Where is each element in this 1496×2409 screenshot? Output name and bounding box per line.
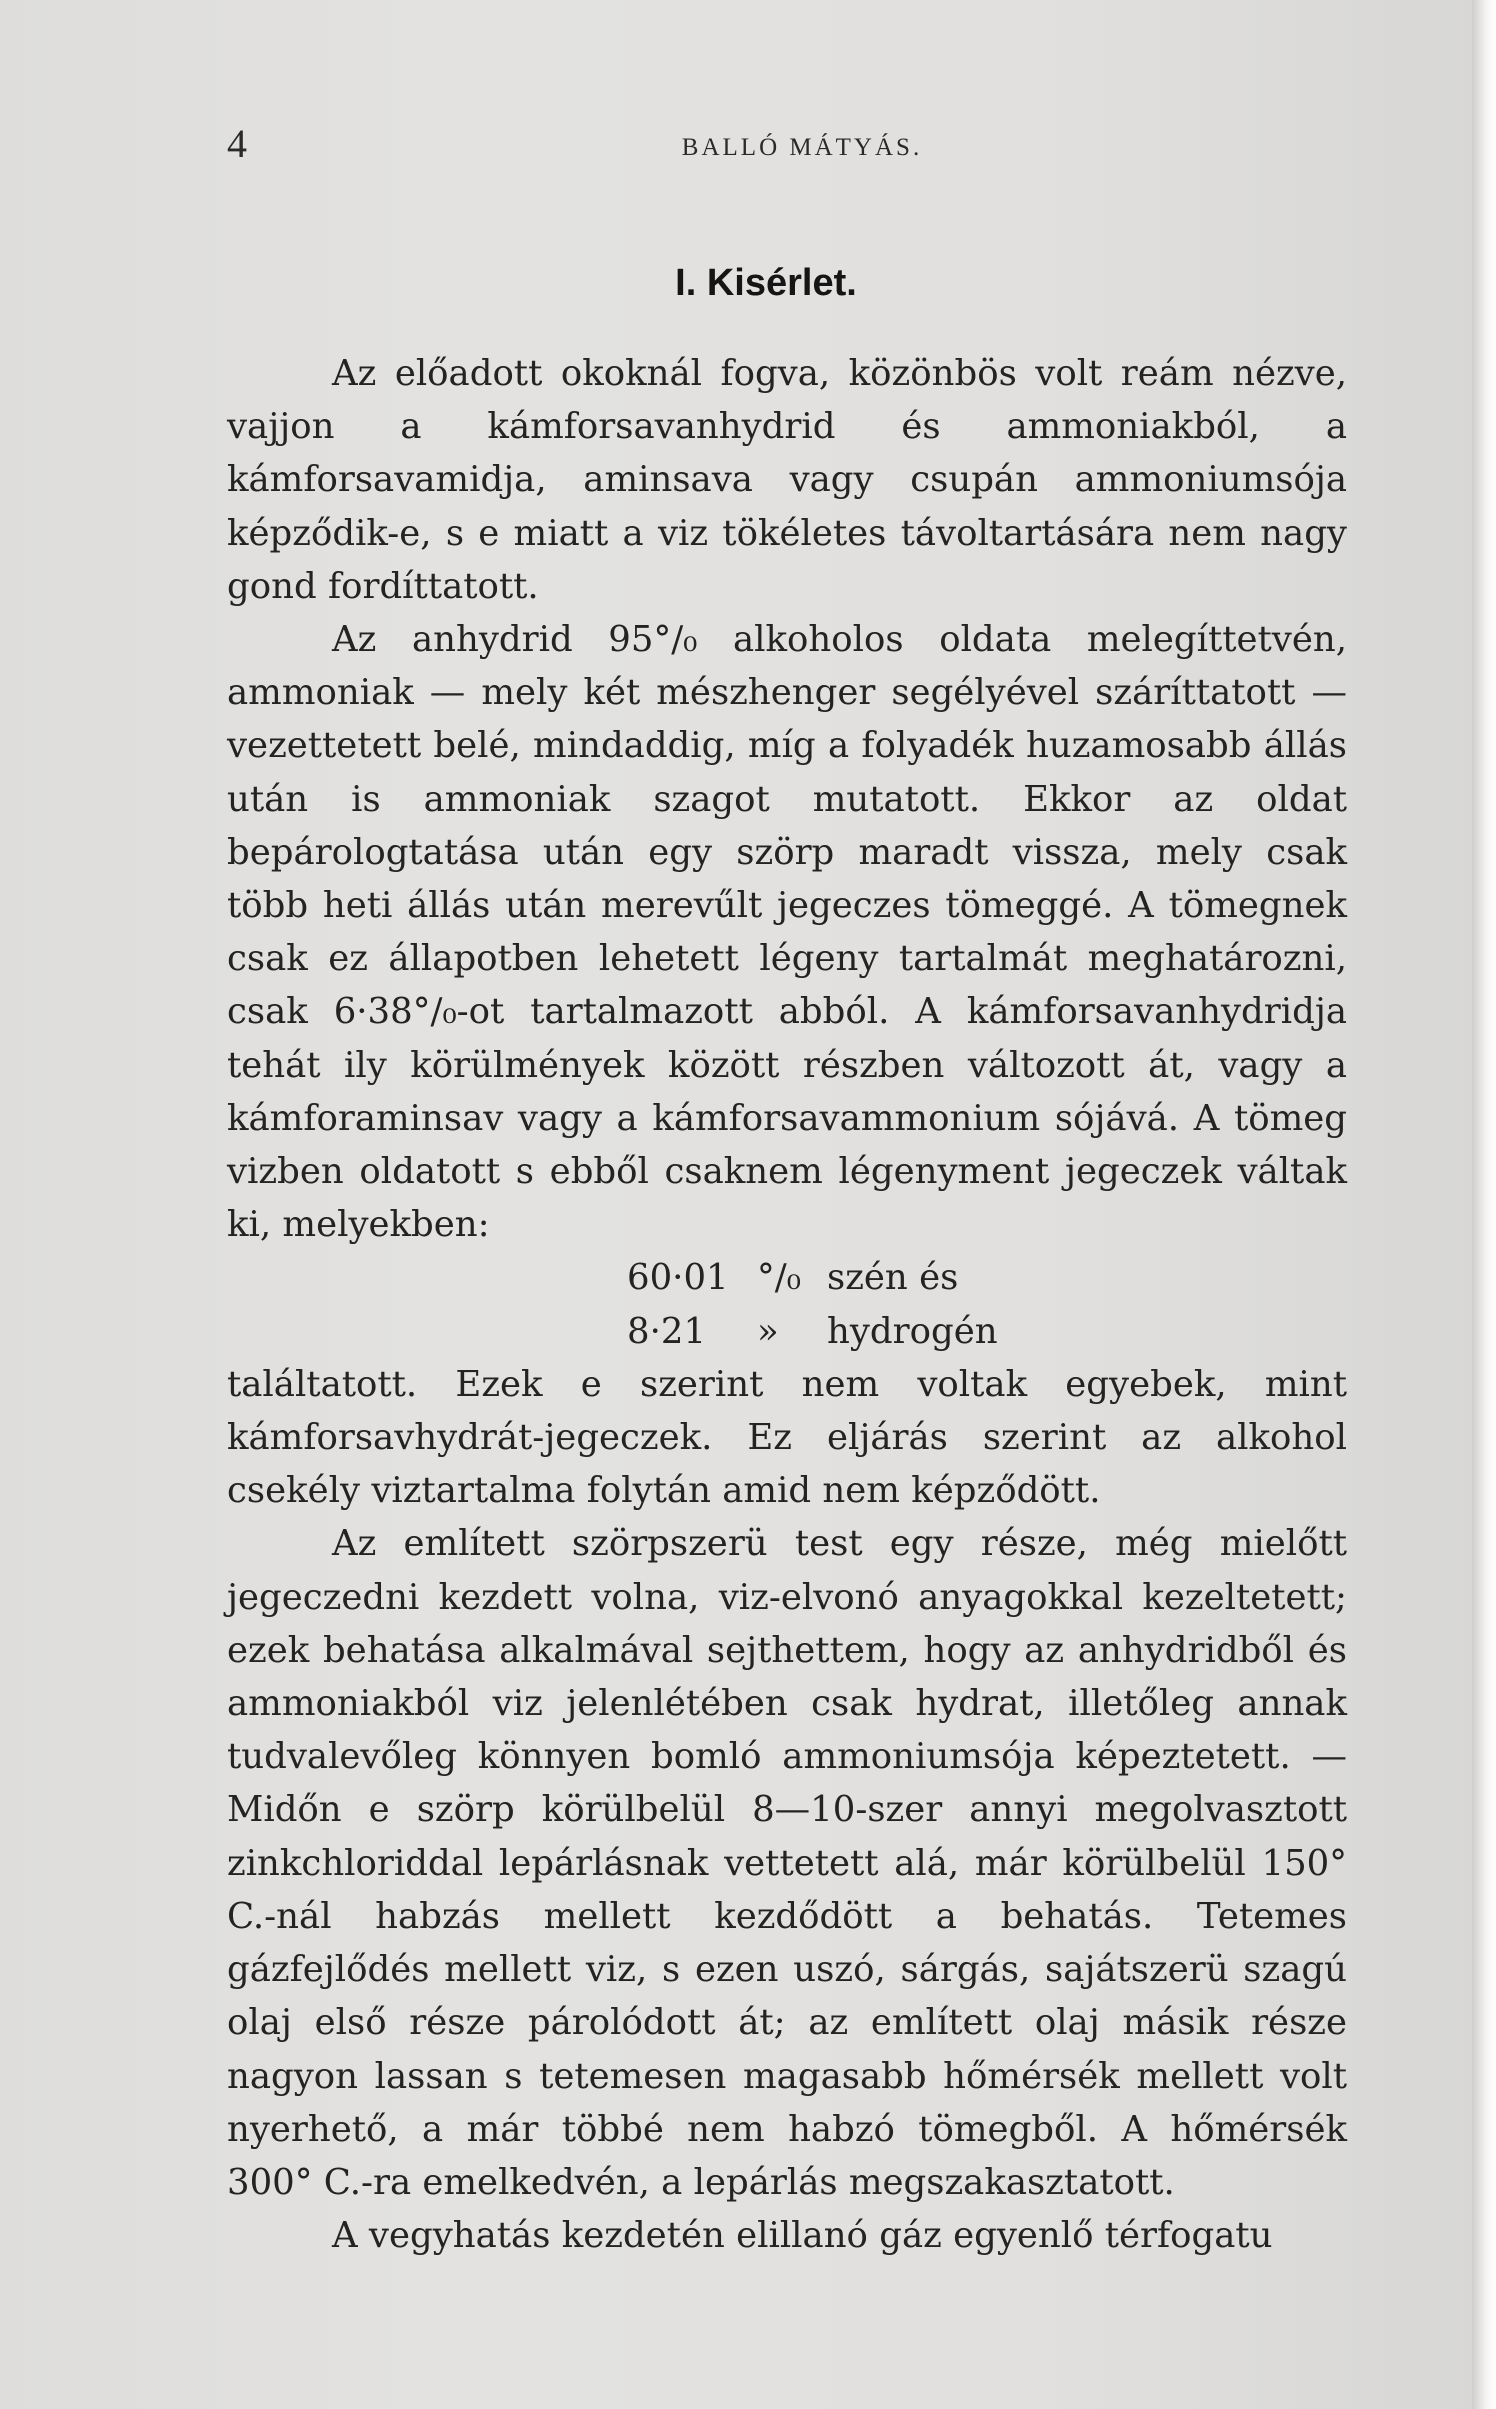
paragraph: találtatott. Ezek e szerint nem voltak egyebek, mint kámforsavhydrát-jegeczek. Ez eljárás szerint az alkohol csekély viztartalma folytán amid nem képződött. xyxy=(227,1363,1347,1512)
body-text xyxy=(227,347,1347,2262)
result-unit: » xyxy=(757,1310,779,1352)
result-value: 60·01 xyxy=(627,1257,729,1299)
result-value: 8·21 xyxy=(627,1310,707,1352)
page-edge xyxy=(1472,0,1496,2409)
result-line xyxy=(227,1305,1347,1358)
paragraph: Az anhydrid 95°/₀ alkoholos oldata melegíttetvén, ammoniak — mely két mészhenger segélyével száríttatott — vezettetett belé, mindaddig, míg a folyadék huzamosabb állás után is ammoniak szagot mutatott. Ekkor az oldat bepárologtatása után egy szörp maradt vissza, mely csak több heti állás után merevűlt jegeczes tömeggé. A tömegnek csak ez állapotben lehetett légeny tartalmát meghatározni, csak 6·38°/₀-ot tartalmazott abból. A kámforsavanhydridja tehát ily körülmények között részben változott át, vagy a kámforaminsav vagy a kámforsavammonium sójává. A tömeg vizben oldatott s ebből csaknem légenyment jegeczek váltak ki, melyekben: xyxy=(227,619,1347,1246)
result-unit: °/₀ xyxy=(757,1257,801,1299)
running-title: BALLÓ MÁTYÁS. xyxy=(681,134,923,161)
result-line xyxy=(227,1251,1347,1304)
page-number: 4 xyxy=(227,121,247,166)
result-label: szén és xyxy=(827,1257,959,1299)
running-head xyxy=(227,120,1357,170)
section-title: I. Kisérlet. xyxy=(675,262,857,304)
paragraph: A vegyhatás kezdetén elillanó gáz egyenlő térfogatu xyxy=(332,2215,1273,2257)
paragraph: Az említett szörpszerü test egy része, még mielőtt jegeczedni kezdett volna, viz-elvonó anyagokkal kezeltetett; ezek behatása alkalmával sejthettem, hogy az anhydridből és ammoniakból viz jelenlétében csak hydrat, illetőleg annak tudvalevőleg könnyen bomló ammoniumsója képeztetett. — Midőn e szörp körülbelül 8—10-szer annyi megolvasztott zinkchloriddal lepárlásnak vettetett alá, már körülbelül 150° C.-nál habzás mellett kezdődött a behatás. Tetemes gázfejlődés mellett viz, s ezen uszó, sárgás, sajátszerü szagú olaj első része párolódott át; az említett olaj másik része nagyon lassan s tetemesen magasabb hőmérsék mellett volt nyerhető, a már többé nem habzó tömegből. A hőmérsék 300° C.-ra emelkedvén, a lepárlás megszakasztatott. xyxy=(227,1523,1347,2203)
result-label: hydrogén xyxy=(827,1310,998,1352)
paragraph: Az előadott okoknál fogva, közönbös volt reám nézve, vajjon a kámforsavanhydrid és ammoniakból, a kámforsavamidja, aminsava vagy csupán ammoniumsója képződik-e, s e miatt a viz tökéletes távoltartására nem nagy gond fordíttatott. xyxy=(227,353,1347,607)
